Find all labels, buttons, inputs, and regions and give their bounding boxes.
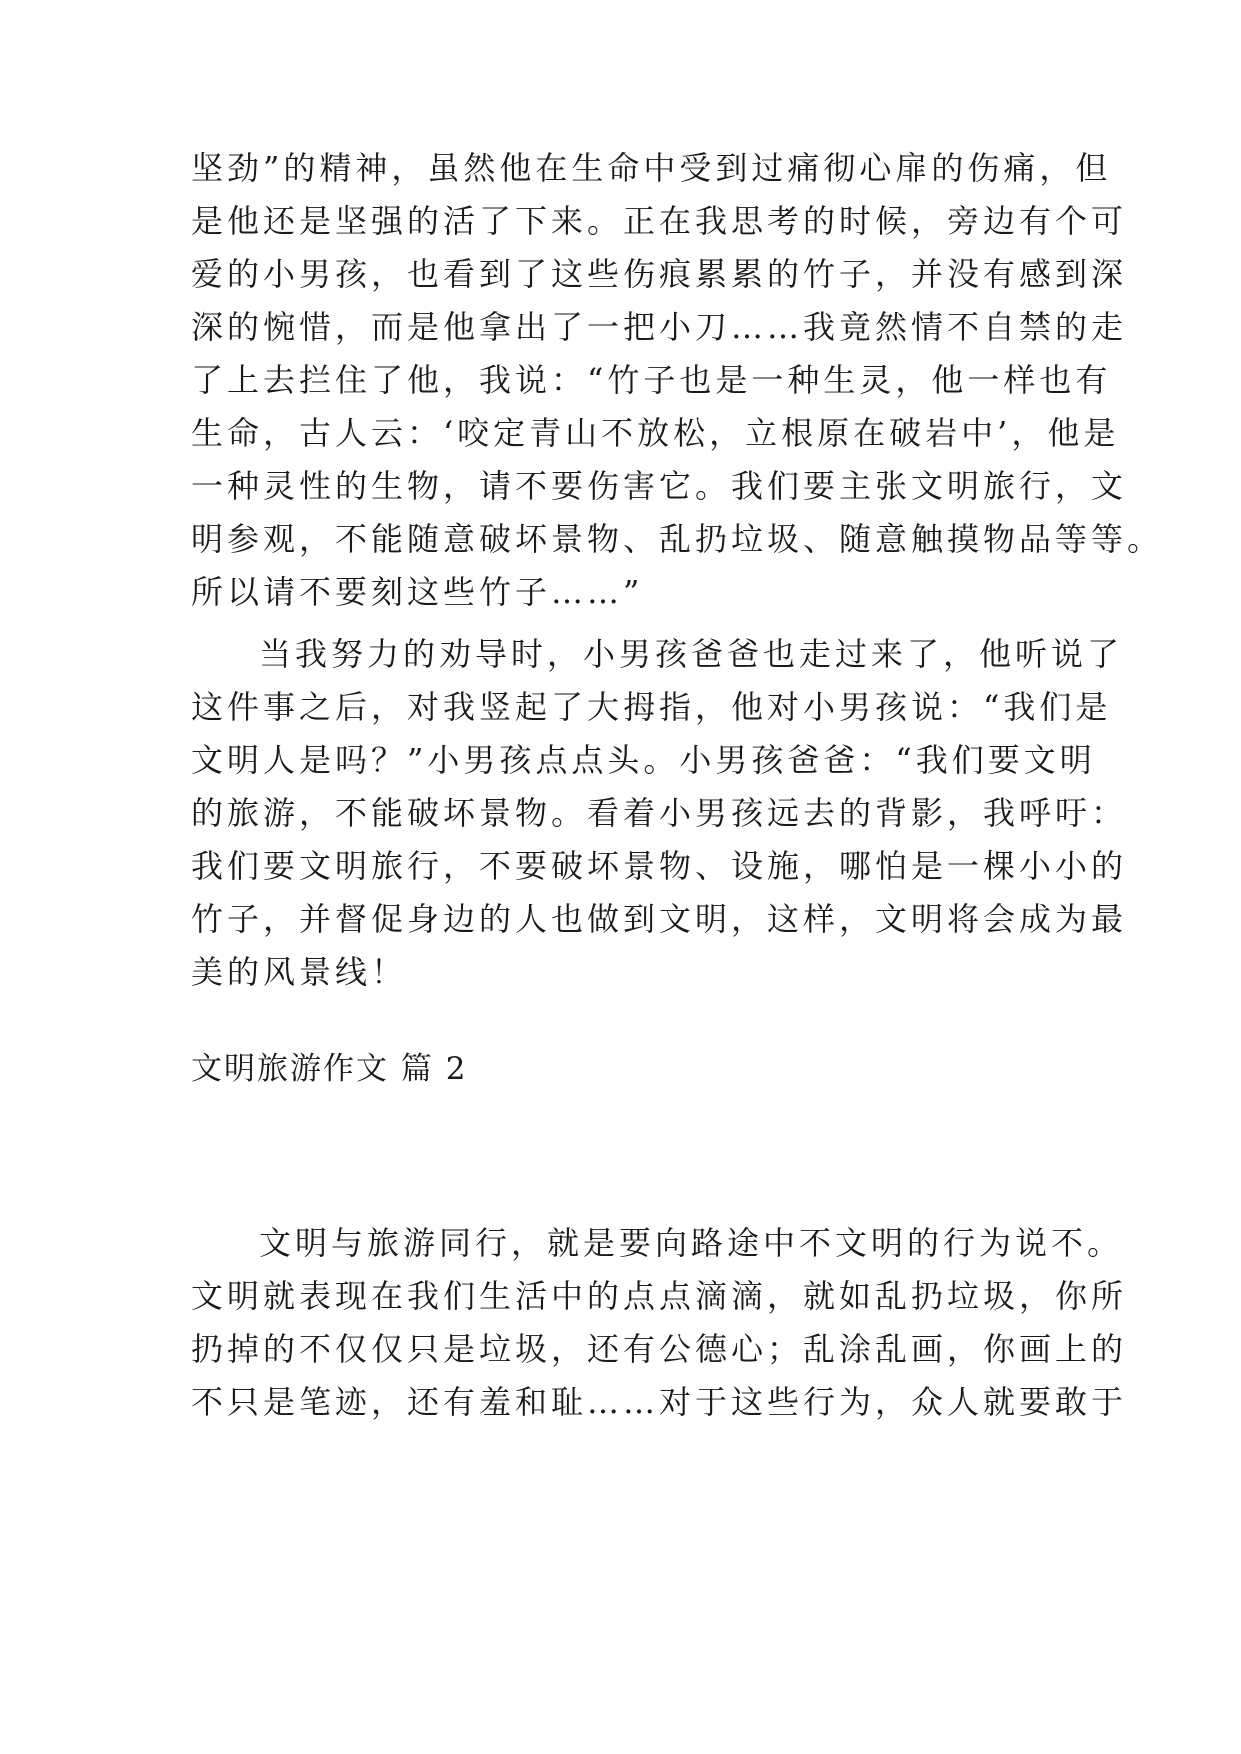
text-line: 爱的小男孩，也看到了这些伤痕累累的竹子，并没有感到深	[191, 255, 1128, 293]
text-line: 是他还是坚强的活了下来。正在我思考的时候，旁边有个可	[191, 202, 1128, 240]
text-line: 美的风景线！	[191, 953, 408, 991]
text-line: 的旅游，不能破坏景物。看着小男孩远去的背影，我呼吁：	[191, 794, 1128, 832]
text-line: 坚劲”的精神，虽然他在生命中受到过痛彻心扉的伤痛，但	[191, 149, 1112, 187]
text-line: 文明与旅游同行，就是要向路途中不文明的行为说不。	[259, 1224, 1124, 1262]
text-line: 明参观，不能随意破坏景物、乱扔垃圾、随意触摸物品等等。	[191, 520, 1164, 558]
text-line: 不只是笔迹，还有羞和耻……对于这些行为，众人就要敢于	[191, 1383, 1128, 1421]
text-line: 竹子，并督促身边的人也做到文明，这样，文明将会成为最	[191, 900, 1128, 938]
text-line: 生命，古人云：‘咬定青山不放松，立根原在破岩中’，他是	[191, 414, 1120, 452]
text-line: 文明就表现在我们生活中的点点滴滴，就如乱扔垃圾，你所	[191, 1277, 1128, 1315]
text-line: 了上去拦住了他，我说：“竹子也是一种生灵，他一样也有	[191, 361, 1112, 399]
text-line: 文明人是吗？”小男孩点点头。小男孩爸爸：“我们要文明	[191, 741, 1096, 779]
text-line: 当我努力的劝导时，小男孩爸爸也走过来了，他听说了	[259, 635, 1124, 673]
text-line: 这件事之后，对我竖起了大拇指，他对小男孩说：“我们是	[191, 688, 1112, 726]
text-line: 我们要文明旅行，不要破坏景物、设施，哪怕是一棵小小的	[191, 847, 1128, 885]
text-line: 深的惋惜，而是他拿出了一把小刀……我竟然情不自禁的走	[191, 308, 1128, 346]
text-line: 扔掉的不仅仅只是垃圾，还有公德心；乱涂乱画，你画上的	[191, 1330, 1128, 1368]
text-line: 一种灵性的生物，请不要伤害它。我们要主张文明旅行，文	[191, 467, 1128, 505]
section-heading: 文明旅游作文 篇 2	[191, 1051, 468, 1087]
text-line: 所以请不要刻这些竹子……”	[191, 573, 644, 611]
